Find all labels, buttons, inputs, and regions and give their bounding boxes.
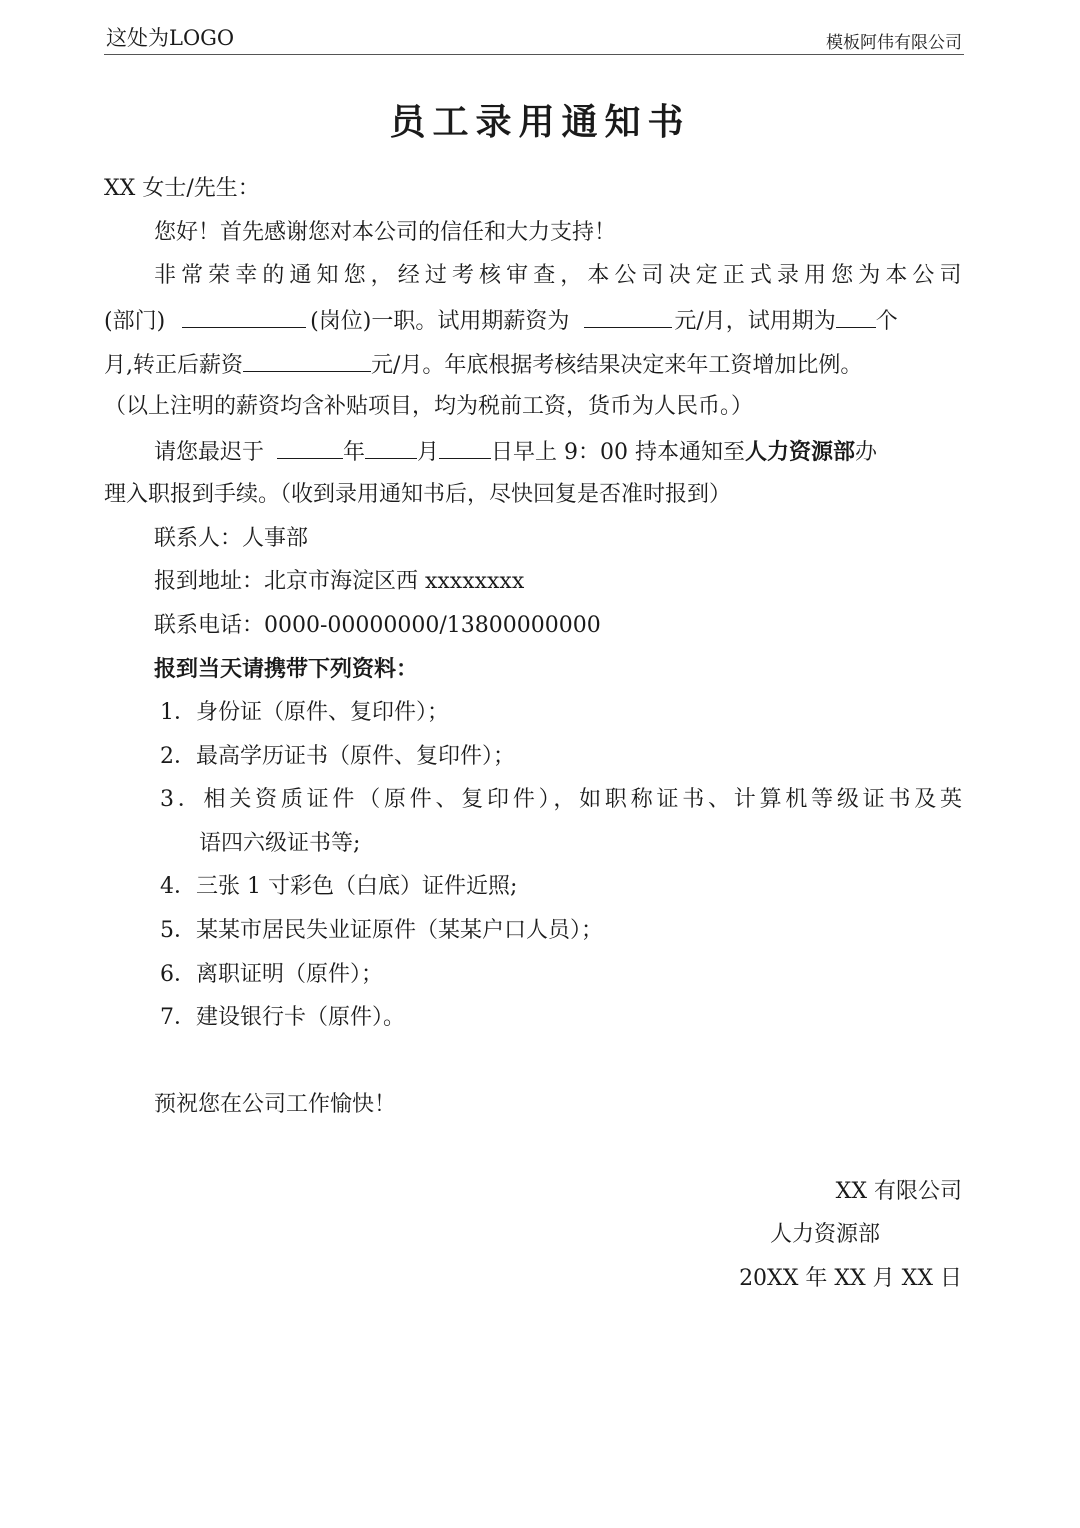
materials-heading: 报到当天请携带下列资料： [154,656,419,682]
contact-person: 联系人：人事部 [154,526,309,551]
probation-months-blank[interactable] [836,305,876,328]
report-address: 报到地址：北京市海淀区西 xxxxxxxx [154,569,525,594]
report-day-blank[interactable] [439,436,491,459]
regular-salary-unit: 元/月。年底根据考核结果决定来年工资增加比例。 [371,353,863,378]
regular-salary-blank[interactable] [243,349,371,372]
material-item-3-text: 3．相关资质证件（原件、复印件），如职称证书、计算机等级证书及英 [160,787,966,812]
document-title: 员工录用通知书 [389,101,691,143]
salutation: XX 女士/先生： [104,176,260,201]
month-label: 月 [417,440,440,465]
header-company-name: 模板阿伟有限公司 [826,33,962,53]
material-item-5: 5．某某市居民失业证原件（某某户口人员）； [160,918,603,943]
offer-line-1 [154,261,967,291]
year-label: 年 [343,440,366,465]
signature-company: XX 有限公司 [835,1179,962,1204]
probation-salary-unit: 元/月，试用期为 [674,309,836,334]
report-deadline-label: 请您最迟于 [154,440,265,465]
offer-line-1-text: 非常荣幸的通知您，经过考核审查，本公司决定正式录用您为本公司 [154,263,967,288]
report-time-text: 日早上 9：00 持本通知至 [491,440,746,465]
closing-wish: 预祝您在公司工作愉快！ [154,1092,397,1117]
page-header [104,18,964,55]
material-item-4: 4．三张 1 寸彩色（白底）证件近照; [160,874,518,899]
offer-line-2 [104,305,898,337]
material-item-6: 6．离职证明（原件）； [160,962,383,987]
signature-date: 20XX 年 XX 月 XX 日 [739,1266,962,1291]
material-item-7: 7．建设银行卡（原件）。 [160,1005,405,1030]
position-label: (岗位)一职。试用期薪资为 [310,309,570,334]
material-item-1: 1．身份证（原件、复印件）； [160,700,449,725]
signature-department: 人力资源部 [770,1222,881,1247]
material-item-2: 2．最高学历证书（原件、复印件）； [160,744,515,769]
report-line-end: 办 [855,440,878,465]
material-item-3 [160,785,966,815]
department-label: (部门) [104,309,166,334]
report-month-blank[interactable] [365,436,417,459]
material-item-3-cont: 语四六级证书等; [199,831,361,856]
report-line-2: 理入职报到手续。（收到录用通知书后，尽快回复是否准时报到） [104,482,732,507]
offer-line-3 [104,349,862,381]
report-year-blank[interactable] [277,436,343,459]
probation-salary-blank[interactable] [584,305,672,328]
regular-salary-label: 月,转正后薪资 [104,353,243,378]
contact-phone: 联系电话：0000-00000000/13800000000 [154,613,601,638]
hr-department-bold: 人力资源部 [745,439,856,465]
logo-placeholder: 这处为LOGO [106,26,235,50]
report-line-1 [154,436,877,468]
salary-note: （以上注明的薪资均含补贴项目，均为税前工资，货币为人民币。） [104,394,754,419]
greeting: 您好！首先感谢您对本公司的信任和大力支持！ [154,220,617,245]
months-unit: 个 [875,309,898,334]
department-blank[interactable] [182,305,306,328]
